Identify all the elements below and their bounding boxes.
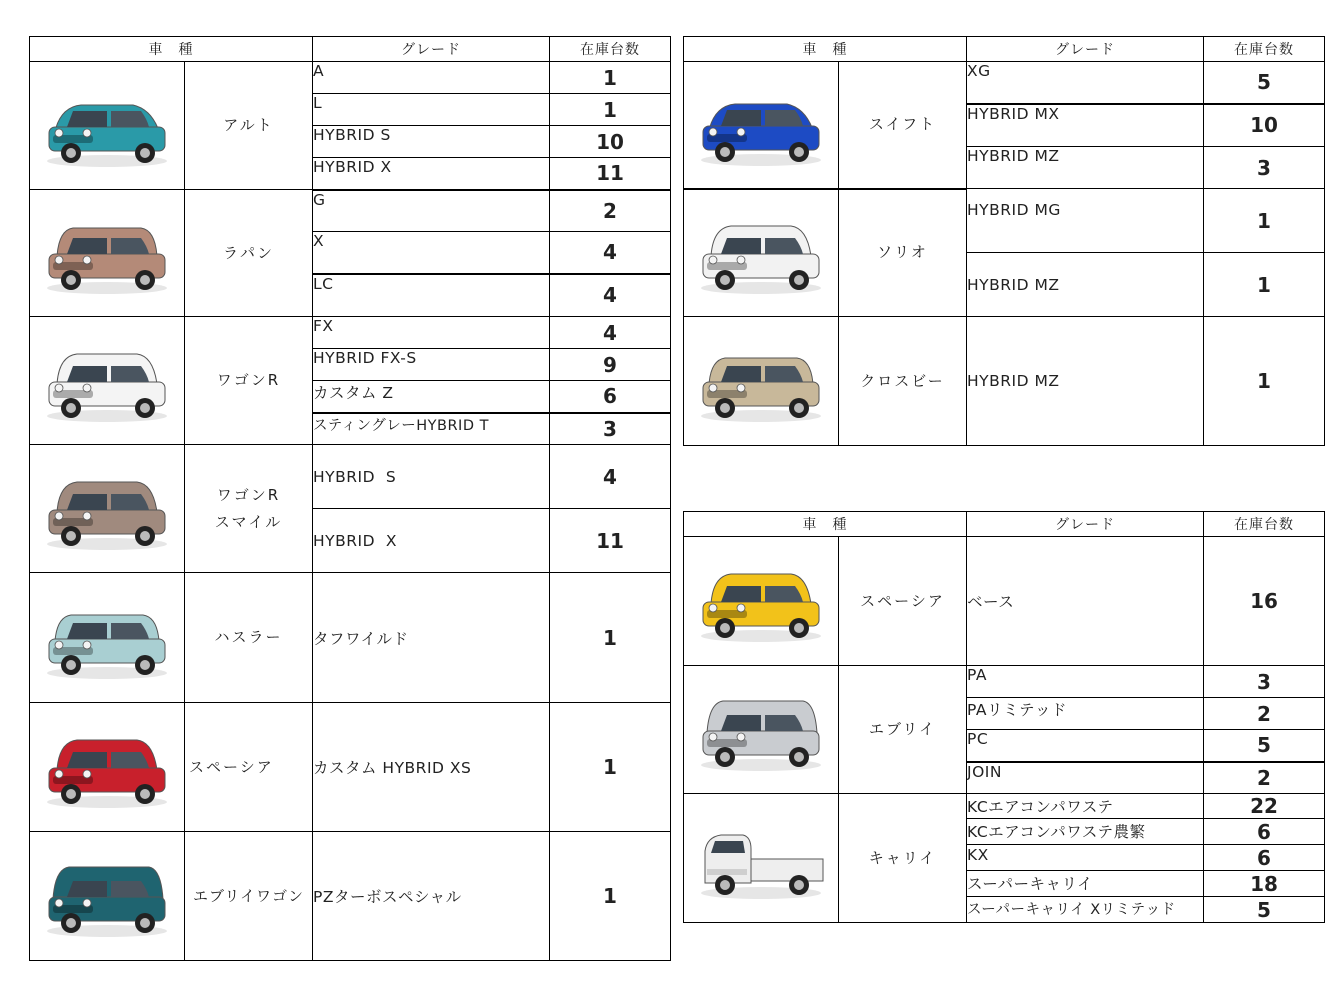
model-name: スペーシア (185, 703, 313, 832)
car-photo-every-wagon (30, 832, 185, 961)
stock-count: 11 (550, 509, 671, 573)
car-windshield (67, 111, 107, 127)
car-illustration (37, 464, 177, 554)
car-windshield (711, 841, 745, 853)
car-windshield (67, 494, 107, 510)
car-wheel-hub (140, 918, 150, 928)
grade-cell: ベース (967, 537, 1204, 666)
car-windshield (67, 623, 107, 639)
model-header: 車 種 (684, 512, 967, 537)
car-windshield (721, 586, 761, 602)
stock-count: 2 (1204, 762, 1325, 794)
grade-cell: HYBRID MX (967, 104, 1204, 147)
car-wheel-hub (66, 660, 76, 670)
car-illustration (37, 851, 177, 941)
car-windshield (721, 238, 761, 254)
model-name: ハスラー (185, 573, 313, 703)
car-wheel-hub (794, 880, 804, 890)
stock-count: 4 (550, 317, 671, 349)
car-photo-solio (684, 189, 839, 317)
grade-cell: G (313, 190, 550, 232)
car-wheel-hub (140, 403, 150, 413)
stock-count: 18 (1204, 871, 1325, 897)
model-name: エブリイワゴン (185, 832, 313, 961)
car-windshield (721, 715, 761, 731)
car-wheel-hub (140, 789, 150, 799)
car-wheel-hub (720, 880, 730, 890)
model-name: キャリイ (839, 794, 967, 923)
grade-cell: HYBRID MZ (967, 317, 1204, 446)
car-wheel-hub (66, 148, 76, 158)
car-headlight (55, 384, 63, 392)
model-name: クロスビー (839, 317, 967, 446)
stock-count: 2 (1204, 698, 1325, 730)
grade-cell: HYBRID FX-S (313, 349, 550, 381)
stock-count: 3 (1204, 666, 1325, 698)
car-wheel-hub (720, 403, 730, 413)
stock-count: 5 (1204, 62, 1325, 104)
stock-count: 10 (1204, 104, 1325, 147)
grade-cell: スティングレーHYBRID T (313, 413, 550, 445)
car-illustration (691, 556, 831, 646)
stock-count: 5 (1204, 897, 1325, 923)
grade-cell: HYBRID X (313, 158, 550, 190)
inventory-table-right-bottom (683, 511, 1325, 923)
stock-count: 2 (550, 190, 671, 232)
car-illustration (691, 208, 831, 298)
car-bumper (707, 869, 747, 875)
stock-count: 1 (550, 62, 671, 94)
grade-cell: KCエアコンパワステ農繁 (967, 819, 1204, 845)
car-windshield (67, 366, 107, 382)
car-wheel-hub (140, 148, 150, 158)
car-headlight (709, 604, 717, 612)
car-illustration (691, 813, 831, 903)
car-wheel-hub (720, 275, 730, 285)
stock-count: 4 (550, 232, 671, 274)
grade-cell: HYBRID S (313, 126, 550, 158)
grade-cell: KCエアコンパワステ (967, 794, 1204, 819)
grade-cell: スーパーキャリイ Xリミテッド (967, 897, 1204, 923)
stock-count: 16 (1204, 537, 1325, 666)
stock-count: 11 (550, 158, 671, 190)
car-headlight (709, 384, 717, 392)
grade-cell: PAリミテッド (967, 698, 1204, 730)
stock-count: 5 (1204, 730, 1325, 762)
car-wheel-hub (720, 147, 730, 157)
car-headlight (83, 256, 91, 264)
car-headlight (83, 512, 91, 520)
car-headlight (83, 129, 91, 137)
stock-count: 1 (550, 832, 671, 961)
car-illustration (37, 593, 177, 683)
car-headlight (83, 899, 91, 907)
inventory-table-left (29, 36, 671, 961)
grade-header: グレード (967, 37, 1204, 62)
stock-count: 3 (1204, 147, 1325, 189)
stock-header: 在庫台数 (550, 37, 671, 62)
car-wheel-hub (66, 789, 76, 799)
car-windshield (721, 366, 761, 382)
model-line-2: スマイル (214, 512, 283, 531)
stock-count: 1 (550, 94, 671, 126)
car-photo-spacia (684, 537, 839, 666)
grade-cell: スーパーキャリイ (967, 871, 1204, 897)
car-photo-alto (30, 62, 185, 190)
car-illustration (37, 81, 177, 171)
car-photo-wagonr (30, 317, 185, 445)
stock-count: 1 (1204, 317, 1325, 446)
grade-cell: JOIN (967, 762, 1204, 794)
car-headlight (737, 128, 745, 136)
grade-cell: HYBRID MZ (967, 147, 1204, 189)
car-wheel-hub (66, 531, 76, 541)
car-headlight (55, 256, 63, 264)
car-wheel-hub (794, 623, 804, 633)
car-illustration (37, 722, 177, 812)
grade-cell: A (313, 62, 550, 94)
car-photo-spacia-custom (30, 703, 185, 832)
stock-count: 6 (1204, 845, 1325, 871)
grade-cell: PA (967, 666, 1204, 698)
model-name (185, 445, 313, 573)
car-wheel-hub (720, 623, 730, 633)
model-header: 車 種 (684, 37, 967, 62)
grade-header: グレード (313, 37, 550, 62)
grade-cell: カスタム HYBRID XS (313, 703, 550, 832)
car-windshield (721, 110, 761, 126)
grade-cell: FX (313, 317, 550, 349)
grade-cell: HYBRID MG (967, 189, 1204, 253)
car-headlight (709, 128, 717, 136)
car-headlight (55, 770, 63, 778)
model-header: 車 種 (30, 37, 313, 62)
car-wheel-hub (794, 752, 804, 762)
grade-cell: タフワイルド (313, 573, 550, 703)
model-name: ワゴンR (185, 317, 313, 445)
car-photo-wagonr-smile (30, 445, 185, 573)
car-wheel-hub (66, 403, 76, 413)
car-headlight (55, 641, 63, 649)
stock-count: 4 (550, 274, 671, 317)
stock-count: 1 (1204, 253, 1325, 317)
car-windshield (67, 752, 107, 768)
grade-cell: HYBRID X (313, 509, 550, 573)
stock-header: 在庫台数 (1204, 37, 1325, 62)
car-headlight (737, 733, 745, 741)
car-headlight (55, 899, 63, 907)
grade-header: グレード (967, 512, 1204, 537)
grade-cell: PC (967, 730, 1204, 762)
car-illustration (691, 685, 831, 775)
grade-cell: HYBRID MZ (967, 253, 1204, 317)
stock-count: 1 (550, 573, 671, 703)
car-illustration (37, 208, 177, 298)
model-name: エブリイ (839, 666, 967, 794)
car-windshield (67, 238, 107, 254)
car-wheel-hub (66, 275, 76, 285)
stock-header: 在庫台数 (1204, 512, 1325, 537)
car-headlight (83, 384, 91, 392)
stock-count: 1 (550, 703, 671, 832)
car-headlight (709, 256, 717, 264)
car-windshield (67, 881, 107, 897)
model-line-1: ワゴンR (216, 485, 281, 504)
car-wheel-hub (66, 918, 76, 928)
grade-cell: HYBRID S (313, 445, 550, 509)
grade-cell: X (313, 232, 550, 274)
car-headlight (83, 770, 91, 778)
car-illustration (37, 336, 177, 426)
car-illustration (691, 80, 831, 170)
car-wheel-hub (794, 147, 804, 157)
car-wheel-hub (140, 660, 150, 670)
car-photo-swift (684, 62, 839, 189)
model-name: スペーシア (839, 537, 967, 666)
stock-count: 9 (550, 349, 671, 381)
car-headlight (709, 733, 717, 741)
car-wheel-hub (720, 752, 730, 762)
car-headlight (83, 641, 91, 649)
stock-count: 10 (550, 126, 671, 158)
car-headlight (55, 512, 63, 520)
grade-cell: LC (313, 274, 550, 317)
car-wheel-hub (794, 403, 804, 413)
car-illustration (691, 336, 831, 426)
model-name: アルト (185, 62, 313, 190)
grade-cell: カスタム Z (313, 381, 550, 413)
car-headlight (737, 604, 745, 612)
model-name: ソリオ (839, 189, 967, 317)
stock-count: 4 (550, 445, 671, 509)
stock-count: 3 (550, 413, 671, 445)
car-wheel-hub (794, 275, 804, 285)
stock-count: 6 (1204, 819, 1325, 845)
car-headlight (737, 256, 745, 264)
car-wheel-hub (140, 275, 150, 285)
grade-cell: KX (967, 845, 1204, 871)
car-headlight (737, 384, 745, 392)
car-photo-lapin (30, 190, 185, 317)
stock-count: 22 (1204, 794, 1325, 819)
car-photo-xbee (684, 317, 839, 446)
stock-count: 6 (550, 381, 671, 413)
car-photo-every (684, 666, 839, 794)
grade-cell: L (313, 94, 550, 126)
car-bed (751, 859, 823, 881)
car-photo-carry (684, 794, 839, 923)
car-headlight (55, 129, 63, 137)
model-name: ラパン (185, 190, 313, 317)
car-wheel-hub (140, 531, 150, 541)
grade-cell: XG (967, 62, 1204, 104)
grade-cell: PZターボスペシャル (313, 832, 550, 961)
inventory-table-right-top (683, 36, 1325, 446)
car-photo-hustler (30, 573, 185, 703)
stock-count: 1 (1204, 189, 1325, 253)
model-name: スイフト (839, 62, 967, 189)
